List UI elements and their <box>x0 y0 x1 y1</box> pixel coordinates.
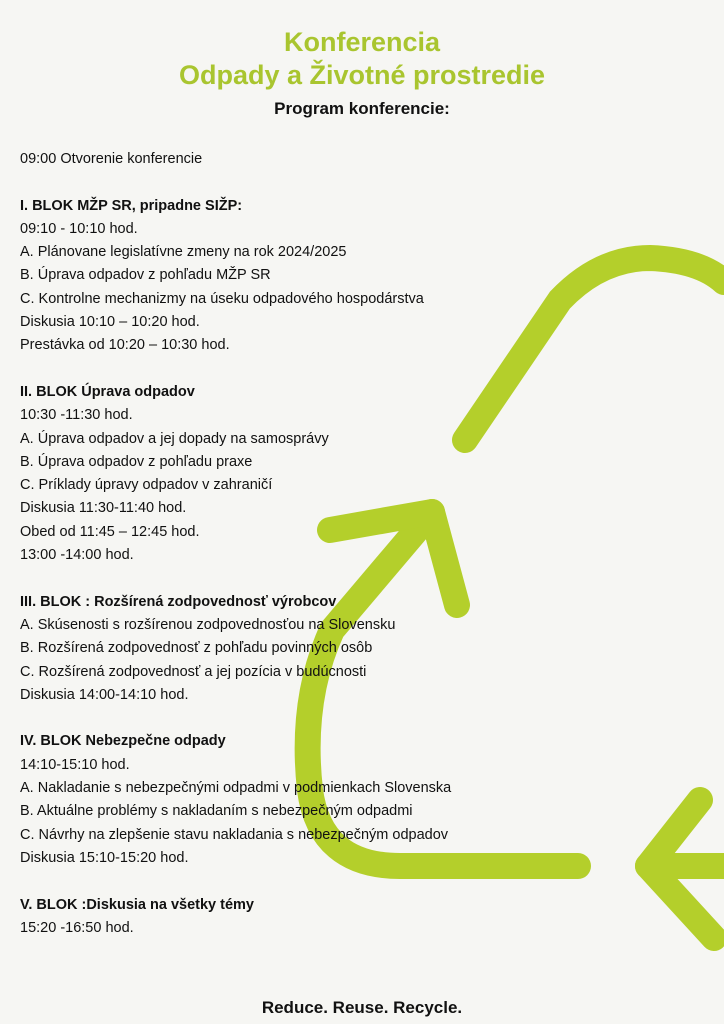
block-1 <box>20 195 580 358</box>
spacer <box>20 358 580 381</box>
block-line: B. Rozšírená zodpovednosť z pohľadu povinných osôb <box>20 640 373 657</box>
block-line: A. Skúsenosti s rozšírenou zodpovednosťou na Slovensku <box>20 616 396 633</box>
block-3 <box>20 591 580 707</box>
block-title: I. BLOK MŽP SR, pripadne SIŽP: <box>20 197 243 214</box>
spacer <box>20 870 580 893</box>
block-line: Prestávka od 10:20 – 10:30 hod. <box>20 337 230 354</box>
footer-slogan: Reduce. Reuse. Recycle. <box>261 998 463 1017</box>
block-line: 15:20 -16:50 hod. <box>20 919 134 936</box>
block-line: 14:10-15:10 hod. <box>20 756 130 773</box>
block-line: 10:30 -11:30 hod. <box>20 407 133 424</box>
block-line: C. Kontrolne mechanizmy na úseku odpadového hospodárstva <box>20 290 424 307</box>
block-line: 09:10 - 10:10 hod. <box>20 220 138 237</box>
spacer <box>20 567 580 590</box>
block-title: II. BLOK Úprava odpadov <box>20 383 195 400</box>
spacer <box>20 171 580 194</box>
block-line: Diskusia 11:30-11:40 hod. <box>20 500 187 517</box>
block-line: Diskusia 14:00-14:10 hod. <box>20 686 189 703</box>
block-line: B. Aktuálne problémy s nakladaním s nebezpečným odpadmi <box>20 803 413 820</box>
header <box>0 26 724 120</box>
block-line: Diskusia 10:10 – 10:20 hod. <box>20 314 200 331</box>
block-2 <box>20 381 580 567</box>
block-title: III. BLOK : Rozšírená zodpovednosť výrobcov <box>20 593 337 610</box>
block-line: B. Úprava odpadov z pohľadu praxe <box>20 453 253 470</box>
block-line: B. Úprava odpadov z pohľadu MŽP SR <box>20 267 271 284</box>
program-content <box>20 148 580 940</box>
block-line: A. Úprava odpadov a jej dopady na samosprávy <box>20 430 329 447</box>
block-line: C. Príklady úpravy odpadov v zahraničí <box>20 477 273 494</box>
block-line: Obed od 11:45 – 12:45 hod. <box>20 523 200 540</box>
program-heading: Program konferencie: <box>274 99 450 118</box>
spacer <box>20 707 580 730</box>
conference-title-line2: Odpady a Životné prostredie <box>178 60 546 90</box>
block-4 <box>20 730 580 870</box>
block-line: A. Plánovane legislatívne zmeny na rok 2024/2025 <box>20 244 347 261</box>
block-line: C. Návrhy na zlepšenie stavu nakladania s nebezpečným odpadov <box>20 826 449 843</box>
opening-line: 09:00 Otvorenie konferencie <box>20 151 203 167</box>
block-title: V. BLOK :Diskusia na všetky témy <box>20 896 254 913</box>
block-line: Diskusia 15:10-15:20 hod. <box>20 849 189 866</box>
conference-title-line1: Konferencia <box>283 27 441 57</box>
block-line: C. Rozšírená zodpovednosť a jej pozícia v budúcnosti <box>20 663 367 680</box>
block-title: IV. BLOK Nebezpečne odpady <box>20 733 226 750</box>
block-5 <box>20 894 580 941</box>
block-line: A. Nakladanie s nebezpečnými odpadmi v podmienkach Slovenska <box>20 780 452 797</box>
block-line: 13:00 -14:00 hod. <box>20 547 134 564</box>
